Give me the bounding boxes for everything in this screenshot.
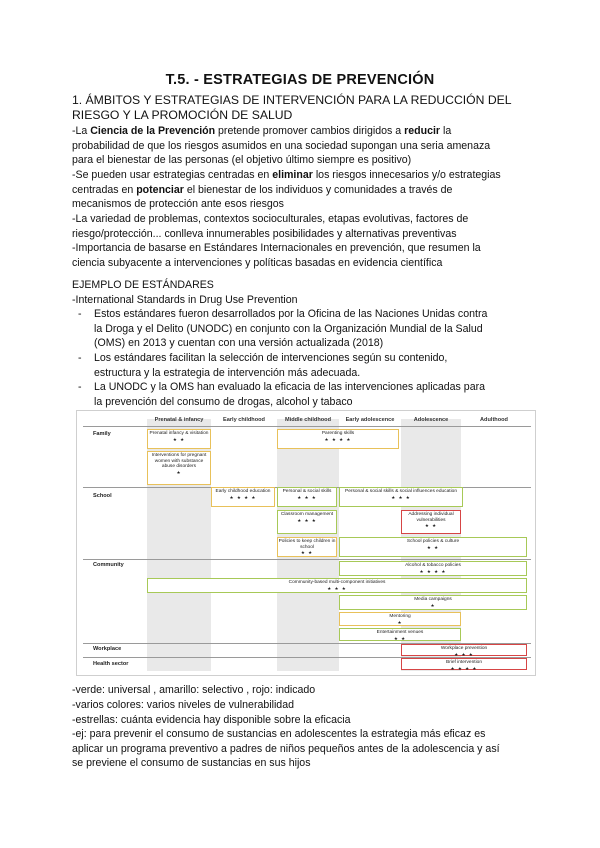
column-header: Middle childhood xyxy=(285,417,331,423)
paragraph-variety: -La variedad de problemas, contextos socioculturales, etapas evolutivas, factores de riesgo/protección... conlleva innumerables posibilidades y alternativas preventivas xyxy=(72,213,469,240)
list-item: - La UNODC y la OMS han evaluado la eficacia de las intervenciones aplicadas para la prevención del consumo de drogas, alcohol y tabaco xyxy=(78,381,486,408)
intervention-box: Policies to keep children in school ★ ★ xyxy=(278,539,336,556)
row-label: Family xyxy=(93,431,111,437)
example-intro: -International Standards in Drug Use Prevention xyxy=(72,294,298,306)
example-heading: EJEMPLO DE ESTÁNDARES xyxy=(72,279,214,291)
paragraph-science: -La Ciencia de la Prevención pretende promover cambios dirigidos a reducir la probabilidad de que los riesgos asumidos en una sociedad supongan una seria amenaza para el bienestar de las personas (el objetivo último siempre es positivo) xyxy=(72,125,491,167)
standards-figure xyxy=(76,410,536,676)
column-header: Adolescence xyxy=(413,417,449,423)
row-label: School xyxy=(93,493,112,499)
intervention-box: Prenatal infancy & visitation ★ ★ xyxy=(147,429,211,449)
note-multicolor: -varios colores: varios niveles de vulnerabilidad xyxy=(72,699,294,711)
intervention-box: Personal & social skills & social influences education ★ ★ ★ xyxy=(339,487,463,507)
intervention-box: Media campaigns ★ xyxy=(339,595,527,610)
list-item: - Los estándares facilitan la selección de intervenciones según su contenido, estructura y la estrategia de intervención más adecuada. xyxy=(78,352,448,379)
row-label: Health sector xyxy=(93,661,129,667)
intervention-box: Early childhood education ★ ★ ★ ★ xyxy=(211,487,275,507)
note-colors: -verde: universal , amarillo: selectivo , rojo: indicado xyxy=(72,684,316,696)
intervention-box: Parenting skills ★ ★ ★ ★ xyxy=(277,429,399,449)
row-label: Workplace xyxy=(93,646,122,652)
list-item: - Estos estándares fueron desarrollados por la Oficina de las Naciones Unidas contra la Droga y el Delito (UNODC) en conjunto con la Organización Mundial de la Salud (OMS) en 2013 y cuentan con una versión actualizada (2018) xyxy=(78,308,488,350)
page-title: T.5. - ESTRATEGIAS DE PREVENCIÓN xyxy=(165,72,435,88)
intervention-box: Interventions for pregnant women with substance abuse disorders ★ xyxy=(147,451,211,485)
divider xyxy=(83,426,531,427)
intervention-box: Community-based multi-component initiatives ★ ★ ★ xyxy=(147,578,527,593)
column-header: Adulthood xyxy=(480,417,508,423)
intervention-box: Personal & social skills ★ ★ ★ xyxy=(277,487,337,507)
intervention-box: Alcohol & tobacco policies ★ ★ ★ ★ xyxy=(339,561,527,576)
intervention-box: Entertainment venues ★ ★ xyxy=(339,628,461,641)
intervention-box: Brief intervention ★ ★ ★ ★ xyxy=(401,658,527,670)
paragraph-strategies: -Se pueden usar estrategias centradas en eliminar los riesgos innecesarios y/o estrategias centradas en potenciar el bienestar de los individuos y comunidades a través de mecanismos de protección ante esos riesgos xyxy=(72,169,501,211)
column-header: Early adolescence xyxy=(345,417,395,423)
paragraph-standards: -Importancia de basarse en Estándares Internacionales en prevención, que resumen la ciencia subyacente a intervenciones y políticas basadas en evidencia científica xyxy=(72,242,481,269)
intervention-box: School policies & culture ★ ★ xyxy=(339,537,527,557)
intervention-box: Mentoring ★ xyxy=(339,612,461,626)
note-example: -ej: para prevenir el consumo de sustancias en adolescentes la estrategia más eficaz es aplicar un programa preventivo a padres de niños pequeños antes de la adolescencia y así se previene el consumo de sustancias en sus hijos xyxy=(72,728,500,770)
section-heading: 1. ÁMBITOS Y ESTRATEGIAS DE INTERVENCIÓN PARA LA REDUCCIÓN DEL RIESGO Y LA PROMOCIÓN DE SALUD xyxy=(72,93,512,122)
intervention-box: Workplace prevention ★ ★ ★ xyxy=(401,644,527,656)
row-label: Community xyxy=(93,562,124,568)
divider xyxy=(83,559,531,560)
column-header: Prenatal & infancy xyxy=(154,417,204,423)
note-stars: -estrellas: cuánta evidencia hay disponible sobre la eficacia xyxy=(72,714,351,726)
intervention-box: Classroom management ★ ★ ★ xyxy=(277,510,337,534)
intervention-box: Addressing individual vulnerabilities ★ ★ xyxy=(401,510,461,534)
column-header: Early childhood xyxy=(223,417,265,423)
